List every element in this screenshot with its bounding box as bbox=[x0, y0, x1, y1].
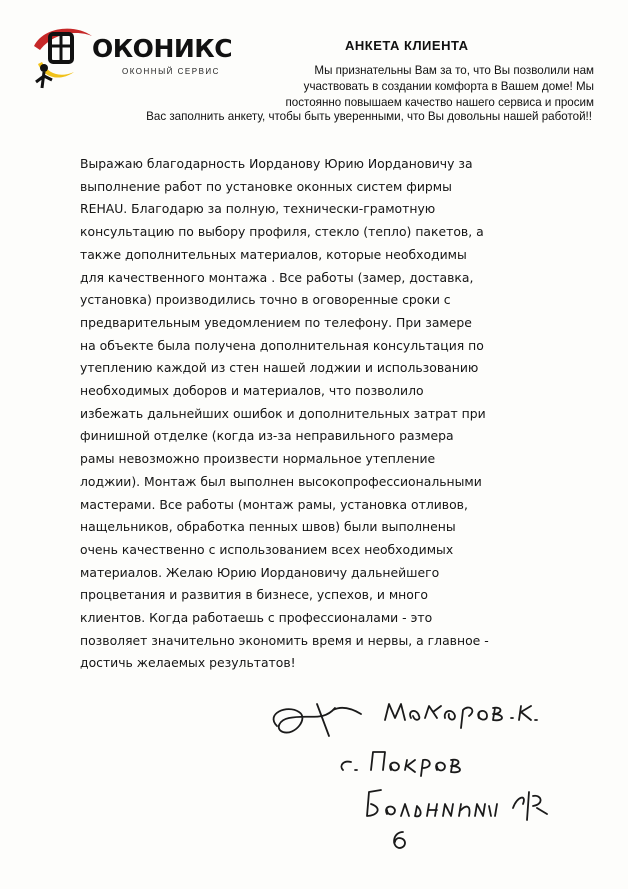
handwritten-signature bbox=[265, 696, 565, 856]
brand-name: ОКОНИКС bbox=[92, 34, 233, 63]
letter-line: утеплению каждой из стен нашей лоджии и использованию bbox=[80, 360, 479, 376]
form-title: АНКЕТА КЛИЕНТА bbox=[345, 38, 469, 53]
letter-body bbox=[80, 153, 560, 675]
letter-line: нащельников, обработка пенных швов) были выполнены bbox=[80, 519, 456, 535]
letter-line: предварительным уведомлением по телефону. При замере bbox=[80, 314, 472, 330]
letter-line: финишной отделке (когда из-за неправильного размера bbox=[80, 428, 454, 444]
window-logo-icon bbox=[30, 22, 100, 92]
intro-line: постоянно повышаем качество нашего сервиса и просим bbox=[285, 96, 594, 109]
letter-line: рамы невозможно произвести нормальное утепление bbox=[80, 451, 436, 467]
letter-line: выполнение работ по установке оконных систем фирмы bbox=[80, 178, 452, 194]
intro-line: участвовать в создании комфорта в Вашем доме! Мы bbox=[303, 80, 594, 93]
letter-line: консультацию по выбору профиля, стекло (тепло) пакетов, а bbox=[80, 224, 484, 240]
letter-line: лоджии). Монтаж был выполнен высокопрофессиональными bbox=[80, 473, 482, 489]
company-logo bbox=[30, 22, 233, 92]
letter-line: также дополнительных материалов, которые необходимы bbox=[80, 246, 467, 262]
letter-line: необходимых доборов и материалов, что позволило bbox=[80, 383, 424, 399]
brand-tagline: ОКОННЫЙ СЕРВИС bbox=[122, 67, 220, 76]
letter-line: материалов. Желаю Юрию Иордановичу дальнейшего bbox=[80, 564, 440, 580]
letter-line: REHAU. Благодарю за полную, технически-грамотную bbox=[80, 201, 436, 217]
letter-line: клиентов. Когда работаешь с профессионалами - это bbox=[80, 610, 433, 626]
letter-line: Выражаю благодарность Иорданову Юрию Иордановичу за bbox=[80, 156, 473, 171]
letter-line: на объекте была получена дополнительная консультация по bbox=[80, 337, 484, 353]
intro-line: Мы признательны Вам за то, что Вы позволили нам bbox=[314, 64, 594, 77]
letter-line: для качественного монтажа . Все работы (замер, доставка, bbox=[80, 269, 474, 285]
letter-line: позволяет значительно экономить время и нервы, а главное - bbox=[80, 632, 489, 648]
letter-line: процветания и развития в бизнесе, успехов, и много bbox=[80, 587, 428, 603]
intro-line: Вас заполнить анкету, чтобы быть уверенными, что Вы довольны нашей работой!! bbox=[146, 110, 592, 123]
letter-line: достичь желаемых результатов! bbox=[80, 655, 296, 671]
letter-line: очень качественно с использованием всех необходимых bbox=[80, 541, 454, 557]
letter-line: установка) производились точно в оговоренные сроки с bbox=[80, 292, 451, 308]
letter-line: избежать дальнейших ошибок и дополнительных затрат при bbox=[80, 405, 486, 421]
letter-line: мастерами. Все работы (монтаж рамы, установка отливов, bbox=[80, 496, 468, 512]
